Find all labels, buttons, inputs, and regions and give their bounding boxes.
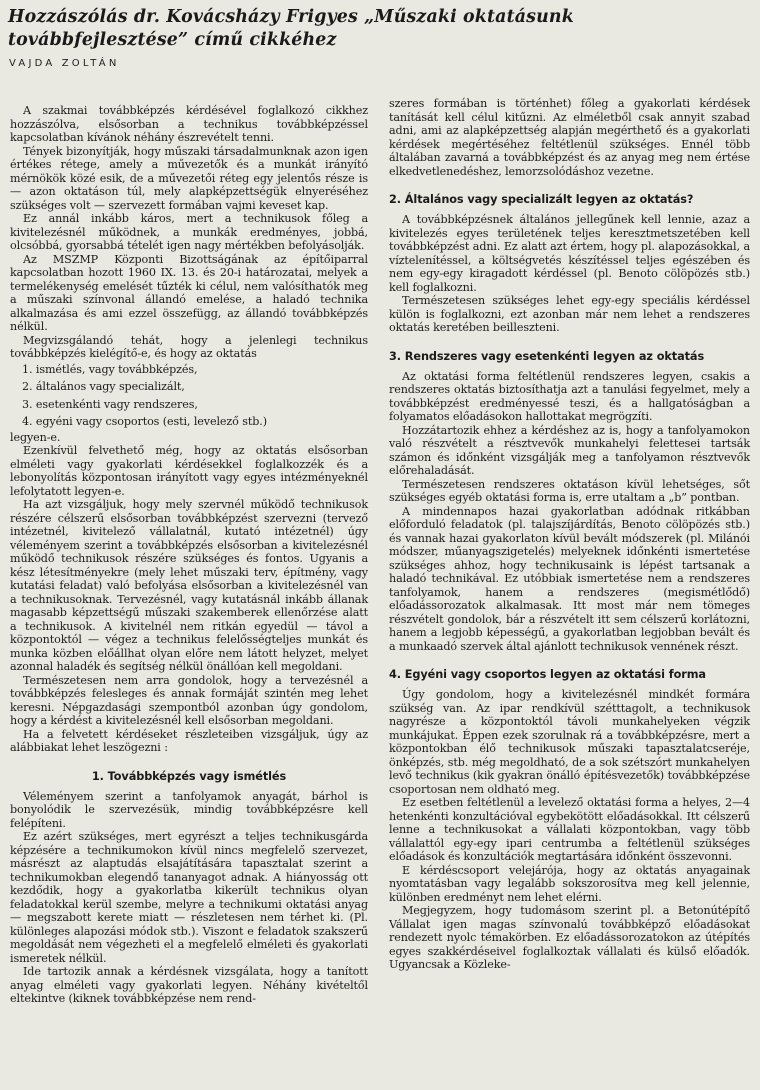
paragraph: Ha a felvetett kérdéseket részleteiben vizsgáljuk, úgy az alábbiakat lehet leszögezni :	[10, 727, 368, 754]
paragraph: A mindennapos hazai gyakorlatban adódnak ritkábban előforduló feladatok (pl. talajszíjárdítás, Benoto cölöpözés stb.) és vannak hazai gyakorlaton kívül bevált módszerek (pl. Milánói módszer, műanyagszigetelés) melyeknek időnkénti ismertetése szükséges ahhoz, hogy technikusaink is lépést tartsanak a haladó technikával. Ez utóbbiak ismertetése nem a rendszeres tanfolyamok, hanem a rendszeres (megismétlődő) előadássorozatok alkalmasak. Itt most már nem tömeges részvételt gondolok, bár a részvételt itt sem célszerű korlátozni, hanem a legjobb képességű, a gyakorlatban legjobban bevált és a munkaadó szervek által ajánlott technikusok vennének részt.	[389, 504, 750, 653]
paragraph: Ezenkívül felvethető még, hogy az oktatás elsősorban elméleti vagy gyakorlati kérdésekkel foglalkozzék és a lebonyolítás központosan irányított vagy egyes intézményeknél lefolytatott legyen-e.	[10, 444, 368, 498]
article-author: VAJDA ZOLTÁN	[9, 58, 120, 69]
section-heading: 1. Továbbképzés vagy ismétlés	[91, 769, 287, 783]
section-heading: 3. Rendszeres vagy esetenkénti legyen az oktatás	[389, 349, 705, 363]
paragraph: Hozzátartozik ehhez a kérdéshez az is, hogy a tanfolyamokon való részvételt a résztvevők munkahelyi felettesei tartsák számon és időnként vizsgálják meg a tanfolyamon résztvevők előrehaladását.	[389, 423, 750, 477]
paragraph: Tények bizonyítják, hogy műszaki társadalmunknak azon igen értékes rétege, amely a művezetők és a munkát irányító mérnökök közé esik, de a művezetői réteg egy jelentős része is — azon oktatáson túl, mely alapképzettségük elnyeréséhez szükséges volt — szervezett formában vajmi keveset kap.	[10, 144, 368, 212]
paragraph: Természetesen rendszeres oktatáson kívül lehetséges, sőt szükséges egyéb oktatási forma is, erre utaltam a „b” pontban.	[389, 477, 750, 504]
list-item: 4. egyéni vagy csoportos (esti, levelező stb.)	[22, 415, 267, 428]
paragraph: Az oktatási forma feltétlenül rendszeres legyen, csakis a rendszeres oktatás biztosíthatja azt a tanulási fegyelmet, mely a továbbképzést eredményessé teszi, és a hallgatóságban a folyamatos előadásokon hallottakat megrögzíti.	[389, 369, 750, 423]
list-tail: legyen-e.	[10, 430, 61, 444]
list-item: 2. általános vagy specializált,	[22, 380, 185, 393]
paragraph: szeres formában is történhet) főleg a gyakorlati kérdések tanítását kell célul kitűzni. Az elméletből csak annyit szabad adni, ami az alapképzettség alapján megérthető és a gyakorlati kérdések megértéséhez feltétlenül szükséges. Ennél több általában zavarná a továbbképzést és az anyag meg nem értése elkedvetlenedéshez, lemorzsolódáshoz vezetne.	[389, 97, 750, 178]
paragraph: Ide tartozik annak a kérdésnek vizsgálata, hogy a tanított anyag elméleti vagy gyakorlati legyen. Néhány kivételtől eltekintve (kiknek továbbképzése nem rend-	[10, 965, 368, 1005]
paragraph: Ez esetben feltétlenül a levelező oktatási forma a helyes, 2—4 hetenkénti konzultációval egybekötött előadásokkal. Itt célszerű lenne a technikusokat a vállalati központokban, vagy több vállalattól egy-egy ipari centrumba a feltétlenül szükséges előadások és konzultációk megtartására időnként összevonni.	[389, 796, 750, 863]
list-item: 3. esetenkénti vagy rendszeres,	[22, 397, 198, 411]
right-column	[389, 97, 750, 972]
paragraph: E kérdéscsoport velejárója, hogy az oktatás anyagainak nyomtatásban vagy legalább sokszorosítva meg kell jelennie, különben eredményt nem lehet elérni.	[389, 863, 750, 904]
paragraph: Megvizsgálandó tehát, hogy a jelenlegi technikus továbbképzés kielégítő-e, és hogy az oktatás	[10, 333, 368, 360]
paragraph: Megjegyzem, hogy tudomásom szerint pl. a Betonútépítő Vállalat igen magas színvonalú továbbképző előadásokat rendezett nyolc témakörben. Ez előadássorozatokon az útépítés egyes szakkérdéseivel foglalkoztak vállalati és külső előadók. Ugyancsak a Közleke-	[389, 904, 750, 971]
paragraph: A továbbképzésnek általános jellegűnek kell lennie, azaz a kivitelezés egyes területének teljes keresztmetszetében kell továbbképzést adni. Ez alatt azt értem, hogy pl. alapozásokkal, a víztelenítéssel, a költségvetés készítéssel teljes egészében és nem egy-egy kiragadott kérdéssel (pl. Benoto cölöpözés stb.) kell foglalkozni.	[389, 213, 750, 294]
paragraph: Természetesen szükséges lehet egy-egy speciális kérdéssel külön is foglalkozni, ezt azonban már nem lehet a rendszeres oktatás keretében beilleszteni.	[389, 294, 750, 334]
paragraph: Ez annál inkább káros, mert a technikusok főleg a kivitelezésnél működnek, a munkák eredményes, jobbá, olcsóbbá, gyorsabbá tételét igen nagy mértékben befolyásolják.	[10, 212, 368, 252]
paragraph: Természetesen nem arra gondolok, hogy a tervezésnél a továbbképzés felesleges és annak formáját szintén meg lehet keresni. Népgazdasági szempontból azonban úgy gondolom, hogy a kérdést a kivitelezésnél kell elsősorban megoldani.	[10, 673, 368, 727]
article-title: Hozzászólás dr. Kovácsházy Frigyes „Műszaki oktatásunk továbbfejlesztése” című cikkéhez	[8, 7, 574, 50]
section-heading: 2. Általános vagy specializált legyen az oktatás?	[389, 193, 694, 206]
paragraph: Úgy gondolom, hogy a kivitelezésnél mindkét formára szükség van. Az ipar rendkívül szétttagolt, a technikusok nagyrésze a központoktól távoli munkahelyeken végzik munkájukat. Éppen ezek szorulnak rá a továbbképzésre, mert a központokban élő technikusok műszaki tapasztalatcseréje, önképzés, stb. még megoldható, de a sok szétszórt munkahelyen levő technikus (kik gyakran önálló építésvezetők) továbbképzése csoportosan nem oldható meg.	[389, 688, 750, 796]
paragraph: Ez azért szükséges, mert egyrészt a teljes technikusgárda képzésére a technikumokon kívül nincs megfelelő szervezet, másrészt az alaptudás elsajátítására tapasztalat szerint a technikumokban elegendő tananyagot adnak. A hiányosság ott kezdődik, hogy a gyakorlatba kikerült technikus olyan feladatokkal kerül szembe, melyre a technikumi oktatási anyag — megszabott kerete miatt — részletesen nem térhet ki. (Pl. különleges alapozási módok stb.). Viszont e feladatok szakszerű megoldását nem végezheti el a megfelelő elméleti és gyakorlati ismeretek nélkül.	[10, 830, 368, 965]
paragraph: Az MSZMP Központi Bizottságának az építőiparral kapcsolatban hozott 1960 IX. 13. és 20-i határozatai, melyek a termelékenység emelését tűzték ki célul, nem valósíthatók meg a műszaki színvonal állandó emelése, a haladó technika alkalmazása és ami ezzel összefügg, az állandó továbbképzés nélkül.	[10, 252, 368, 333]
paragraph: Véleményem szerint a tanfolyamok anyagát, bárhol is bonyolódik le szervezésük, mindig továbbképzésre kell felépíteni.	[10, 789, 368, 830]
left-column	[10, 104, 368, 1006]
paragraph: A szakmai továbbképzés kérdésével foglalkozó cikkhez hozzászólva, elsősorban a technikus továbbképzéssel kapcsolatban kívánok néhány észrevételt tenni.	[10, 104, 368, 144]
section-heading: 4. Egyéni vagy csoportos legyen az oktatási forma	[389, 668, 706, 681]
paragraph: Ha azt vizsgáljuk, hogy mely szervnél működő technikusok részére célszerű elsősorban továbbképzést szervezni (tervező intézetnél, kivitelező vállalatnál, kutató intézetnél) úgy véleményem szerint a továbbképzés elsősorban a kivitelezésnél működő technikusok részére szükséges és fontos. Ugyanis a kész létesítményekre (mely lehet műszaki terv, építmény, vagy kutatási feladat) való befolyása elsősorban a kivitelezésnél van a technikusoknak. Tervezésnél, vagy kutatásnál inkább állanak magasabb képzettségű műszaki szakemberek ellenőrzése alatt a technikusok. A kivitelnél nem ritkán egyedül — távol a központoktól — végez a technikus felelősségteljes munkát és munka közben előállhat olyan előre nem látott helyzet, melyet azonnal haladék és segítség nélkül önállóan kell megoldani.	[10, 498, 368, 673]
list-item: 1. ismétlés, vagy továbbképzés,	[22, 362, 198, 376]
